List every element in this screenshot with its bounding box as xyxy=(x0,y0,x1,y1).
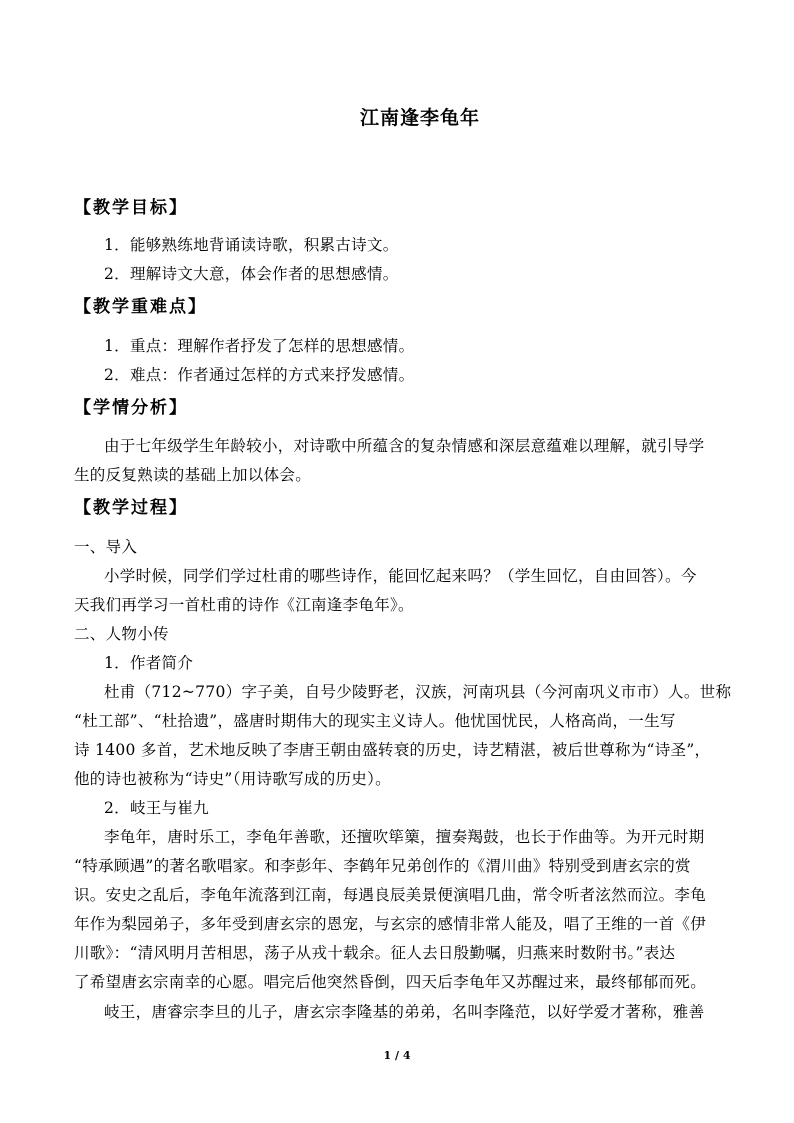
paragraph-line: “杜工部”、“杜拾遗”，盛唐时期伟大的现实主义诗人。他忧国忧民，人格高尚，一生写 xyxy=(74,712,676,730)
heading-objectives: 【教学目标】 xyxy=(74,198,188,218)
heading-key-points: 【教学重难点】 xyxy=(74,297,207,317)
subsection-title-intro: 一、导入 xyxy=(74,538,138,556)
objective-item: 2．理解诗文大意，体会作者的思想感情。 xyxy=(104,265,399,283)
paragraph-line: 年作为梨园弟子，多年受到唐玄宗的恩宠，与玄宗的感情非常人能及，唱了王维的一首《伊 xyxy=(74,915,707,933)
paragraph-line: 李龟年，唐时乐工，李龟年善歌，还擅吹筚篥，擅奏羯鼓，也长于作曲等。为开元时期 xyxy=(104,828,705,846)
paragraph-line: 识。安史之乱后，李龟年流落到江南，每遇良辰美景便演唱几曲，常令听者泫然而泣。李龟 xyxy=(74,886,707,904)
paragraph-line: 他的诗也被称为“诗史”（用诗歌写成的历史）。 xyxy=(74,770,391,788)
paragraph-line: 川歌》：“清风明月苦相思，荡子从戎十载余。征人去日殷勤嘱，归燕来时数附书。”表达 xyxy=(74,944,676,962)
subsection-title-author: 1．作者简介 xyxy=(104,654,194,672)
paragraph-line: 天我们再学习一首杜甫的诗作《江南逢李龟年》。 xyxy=(74,596,414,614)
paragraph-line: 小学时候，同学们学过杜甫的哪些诗作，能回忆起来吗？（学生回忆，自由回答）。今 xyxy=(104,567,697,585)
subsection-title-bio: 二、人物小传 xyxy=(74,625,169,643)
heading-process: 【教学过程】 xyxy=(74,498,188,518)
document-title: 江南逢李龟年 xyxy=(359,107,480,129)
paragraph-line: 了希望唐玄宗南幸的心愿。唱完后他突然昏倒，四天后李龟年又苏醒过来，最终郁郁而死。 xyxy=(74,973,707,991)
objective-item: 1．能够熟练地背诵读诗歌，积累古诗文。 xyxy=(104,236,399,254)
paragraph-line: 杜甫（712~770）字子美，自号少陵野老，汉族，河南巩县（今河南巩义市市）人。世称 xyxy=(104,683,732,701)
key-point-item: 2．难点：作者通过怎样的方式来抒发感情。 xyxy=(104,366,415,384)
subsection-title-qiwang: 2．岐王与崔九 xyxy=(104,799,209,817)
page-number: 1 / 4 xyxy=(383,1049,411,1062)
heading-analysis: 【学情分析】 xyxy=(74,398,188,418)
key-point-item: 1．重点：理解作者抒发了怎样的思想感情。 xyxy=(104,337,415,355)
paragraph-line: 生的反复熟读的基础上加以体会。 xyxy=(74,466,312,484)
paragraph-line: 岐王，唐睿宗李旦的儿子，唐玄宗李隆基的弟弟，名叫李隆范，以好学爱才著称，雅善 xyxy=(104,1003,705,1021)
paragraph-line: 诗 1400 多首，艺术地反映了李唐王朝由盛转衰的历史，诗艺精湛，被后世尊称为“诗圣”， xyxy=(74,741,711,759)
paragraph-line: “特承顾遇”的著名歌唱家。和李彭年、李鹤年兄弟创作的《渭川曲》特别受到唐玄宗的赏 xyxy=(74,857,691,875)
paragraph-line: 由于七年级学生年龄较小，对诗歌中所蕴含的复杂情感和深层意蕴难以理解，就引导学 xyxy=(104,437,705,455)
